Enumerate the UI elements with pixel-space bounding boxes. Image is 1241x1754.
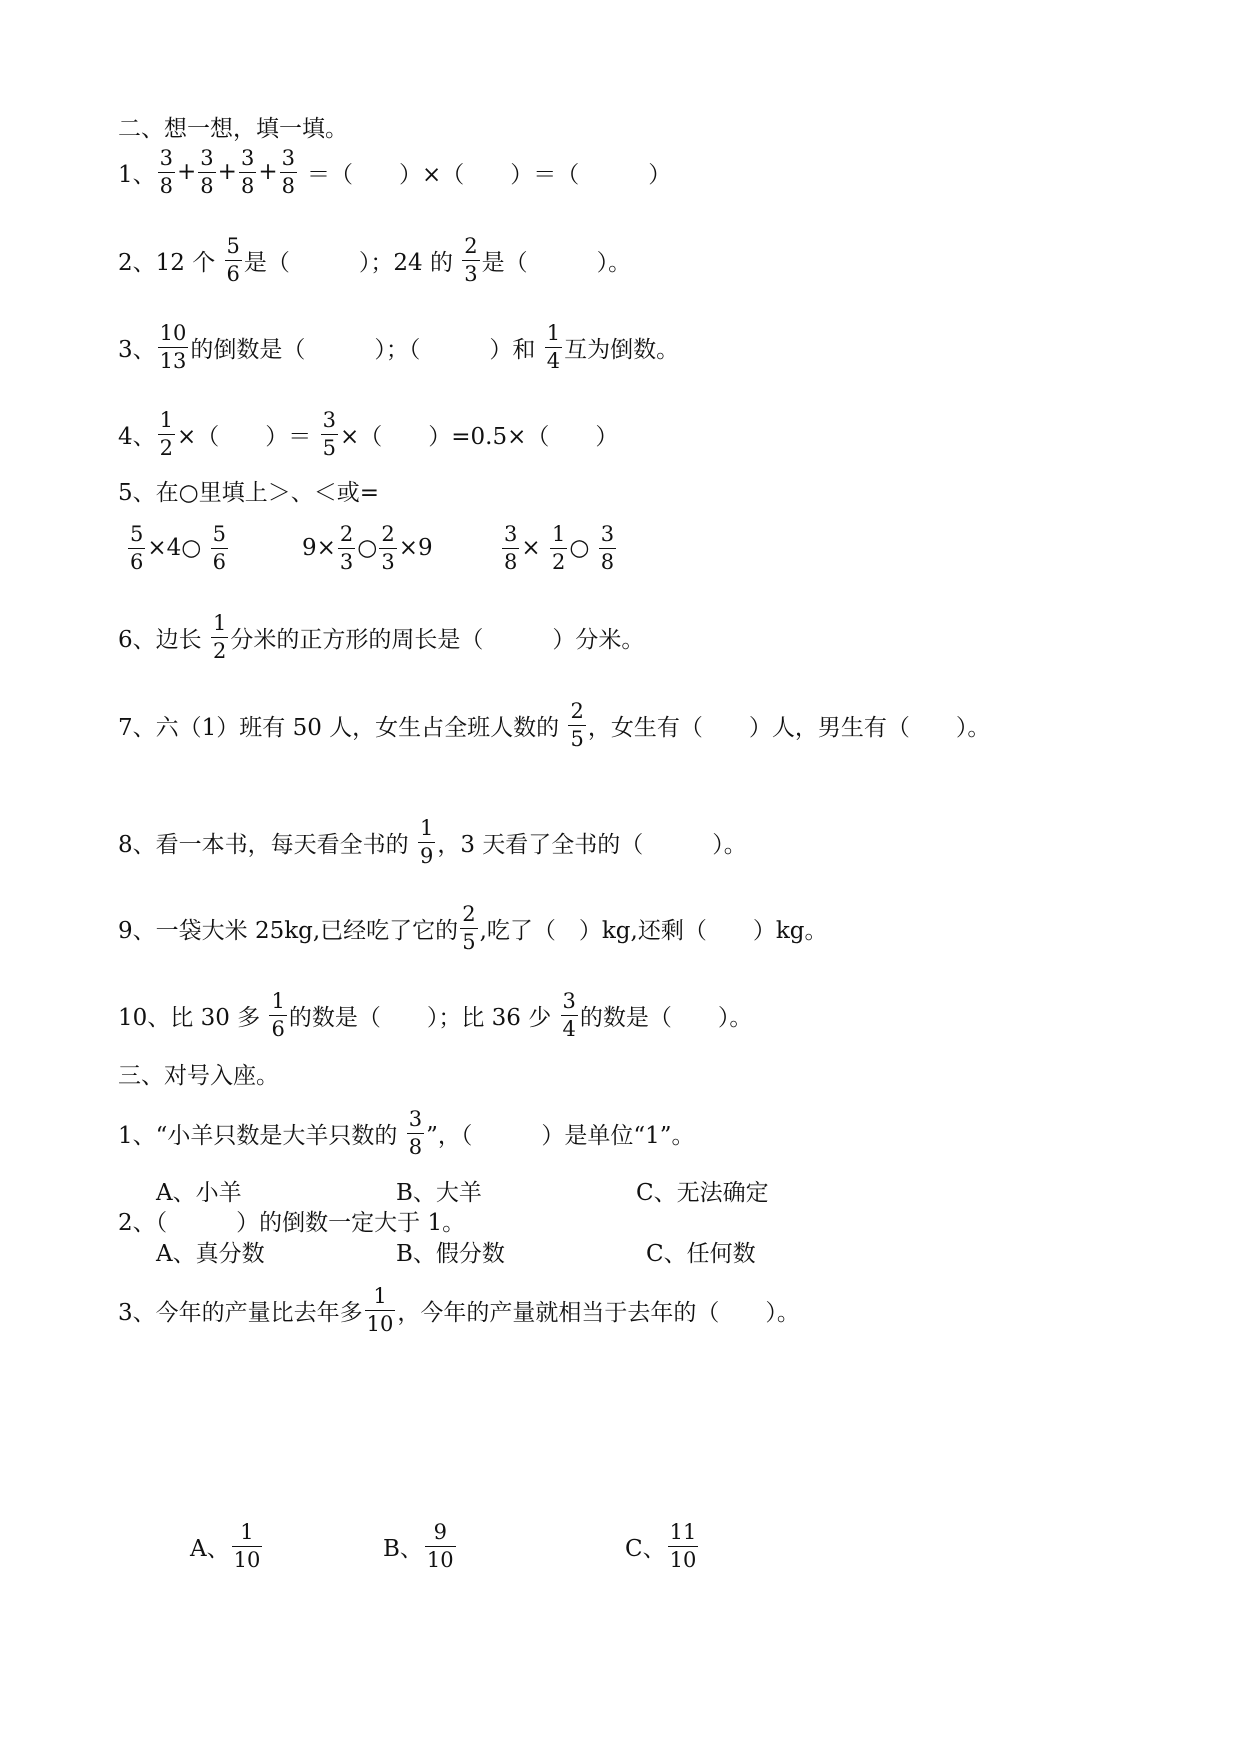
fraction: $\frac{3}{4}$: [562, 988, 576, 1041]
comparison-a: [126, 521, 230, 574]
question-2-5: [118, 470, 379, 510]
fraction: $\frac{11}{10}$: [669, 1519, 697, 1572]
option-label: C、任何数: [646, 1240, 756, 1267]
question-text: 的数是（ ）。: [579, 1004, 753, 1031]
fraction: $\frac{2}{5}$: [462, 901, 476, 954]
option-c[interactable]: [646, 1231, 756, 1271]
compare-circle: ×4○: [147, 535, 209, 561]
option-label: A、: [190, 1535, 230, 1562]
option-label: A、真分数: [156, 1240, 265, 1267]
question-text: 互为倒数。: [564, 336, 680, 363]
section-3-heading: [118, 1053, 279, 1093]
question-text: ，女生有（ ）人，男生有（ ）。: [587, 714, 991, 741]
question-text: 的倒数是（ ）；（ ）和: [190, 336, 543, 363]
question-text: 2、12 个: [118, 249, 223, 276]
question-text: 是（ ）；24 的: [243, 249, 461, 276]
fraction: $\frac{2}{3}$: [339, 521, 354, 574]
fraction: $\frac{2}{3}$: [464, 233, 478, 286]
question-text: 3、今年的产量比去年多: [118, 1299, 363, 1326]
question-text: ×9: [398, 535, 433, 561]
question-3-3: [118, 1283, 800, 1336]
fraction: $\frac{3}{8}$: [200, 145, 214, 198]
question-text: 9×: [302, 535, 336, 561]
compare-circle: ○: [569, 535, 597, 561]
question-text: 7、六（1）班有 50 人，女生占全班人数的: [118, 714, 567, 741]
heading-text: 二、想一想，填一填。: [118, 115, 348, 142]
fraction: $\frac{5}{6}$: [212, 521, 227, 574]
answer-blanks: ＝（ ）×（ ）＝（ ）: [306, 161, 672, 188]
question-text: 是（ ）。: [481, 249, 632, 276]
fraction: $\frac{3}{5}$: [322, 407, 336, 460]
question-3-1: [118, 1106, 695, 1159]
section-2-heading: [118, 106, 348, 146]
option-c[interactable]: [625, 1519, 700, 1572]
fraction: $\frac{1}{6}$: [271, 988, 285, 1041]
question-2-10: [118, 988, 753, 1041]
question-text: 5、在○里填上＞、＜或=: [118, 479, 379, 506]
question-2-3: [118, 320, 680, 373]
option-b[interactable]: [383, 1519, 458, 1572]
fraction: $\frac{1}{10}$: [233, 1519, 261, 1572]
question-2-2: [118, 233, 632, 286]
question-text: ，3 天看了全书的（ ）。: [437, 831, 747, 858]
question-text: ，今年的产量就相当于去年的（ ）。: [397, 1299, 800, 1326]
plus-sign: +: [258, 159, 278, 185]
fraction: $\frac{2}{5}$: [570, 698, 584, 751]
fraction: $\frac{1}{4}$: [546, 320, 561, 373]
option-c[interactable]: [636, 1170, 769, 1210]
option-a[interactable]: [156, 1231, 265, 1271]
plus-sign: +: [177, 159, 197, 185]
fraction: $\frac{3}{8}$: [504, 521, 518, 574]
fraction: $\frac{2}{3}$: [381, 521, 395, 574]
question-text: 1、“小羊只数是大羊只数的: [118, 1122, 405, 1149]
question-2-9: [118, 901, 828, 954]
plus-sign: +: [217, 159, 237, 185]
fraction: $\frac{1}{2}$: [551, 521, 566, 574]
fraction: $\frac{3}{8}$: [159, 145, 174, 198]
fraction: $\frac{9}{10}$: [426, 1519, 454, 1572]
option-label: B、大羊: [396, 1179, 482, 1206]
question-2-4: [118, 407, 619, 460]
fraction: $\frac{5}{6}$: [130, 521, 144, 574]
question-text: 8、看一本书，每天看全书的: [118, 831, 416, 858]
question-text: ,吃了（ ）kg,还剩（ ）kg。: [479, 917, 828, 944]
question-2-1: [118, 145, 672, 198]
question-text: 分米的正方形的周长是（ ）分米。: [230, 626, 645, 653]
option-label: A、小羊: [156, 1179, 242, 1206]
option-label: B、: [383, 1535, 423, 1562]
question-text: 的数是（ ）；比 36 少: [288, 1004, 559, 1031]
fraction: $\frac{1}{2}$: [212, 610, 227, 663]
question-number: 1、: [118, 161, 156, 188]
question-number: 4、: [118, 423, 156, 450]
option-b[interactable]: [396, 1231, 505, 1271]
fraction: $\frac{3}{8}$: [281, 145, 295, 198]
fraction: $\frac{3}{8}$: [408, 1106, 423, 1159]
option-label: C、无法确定: [636, 1179, 769, 1206]
question-text: ×（ ）＝: [177, 423, 319, 450]
question-text: ×: [521, 535, 548, 561]
question-text: ”，（ ）是单位“1”。: [426, 1122, 695, 1149]
fraction: $\frac{3}{8}$: [240, 145, 255, 198]
fraction: $\frac{5}{6}$: [226, 233, 240, 286]
fraction: $\frac{1}{10}$: [366, 1283, 394, 1336]
fraction: $\frac{10}{13}$: [159, 320, 187, 373]
question-text: 6、边长: [118, 626, 209, 653]
question-number: 3、: [118, 336, 156, 363]
question-2-7: [118, 698, 991, 751]
compare-circle: ○: [357, 535, 378, 561]
fraction: $\frac{1}{2}$: [159, 407, 174, 460]
fraction: $\frac{1}{9}$: [419, 815, 434, 868]
fraction: $\frac{3}{8}$: [600, 521, 615, 574]
option-label: C、: [625, 1535, 666, 1562]
comparison-c: [500, 521, 618, 574]
option-label: B、假分数: [396, 1240, 505, 1267]
question-text: 2、（ ）的倒数一定大于 1。: [118, 1209, 466, 1236]
question-text: 10、比 30 多: [118, 1004, 268, 1031]
question-2-8: [118, 815, 747, 868]
question-text: 9、一袋大米 25kg,已经吃了它的: [118, 917, 459, 944]
heading-text: 三、对号入座。: [118, 1062, 279, 1089]
question-2-6: [118, 610, 645, 663]
comparison-b: [302, 521, 433, 574]
option-a[interactable]: [190, 1519, 264, 1572]
question-text: ×（ ）=0.5×（ ）: [339, 423, 619, 450]
